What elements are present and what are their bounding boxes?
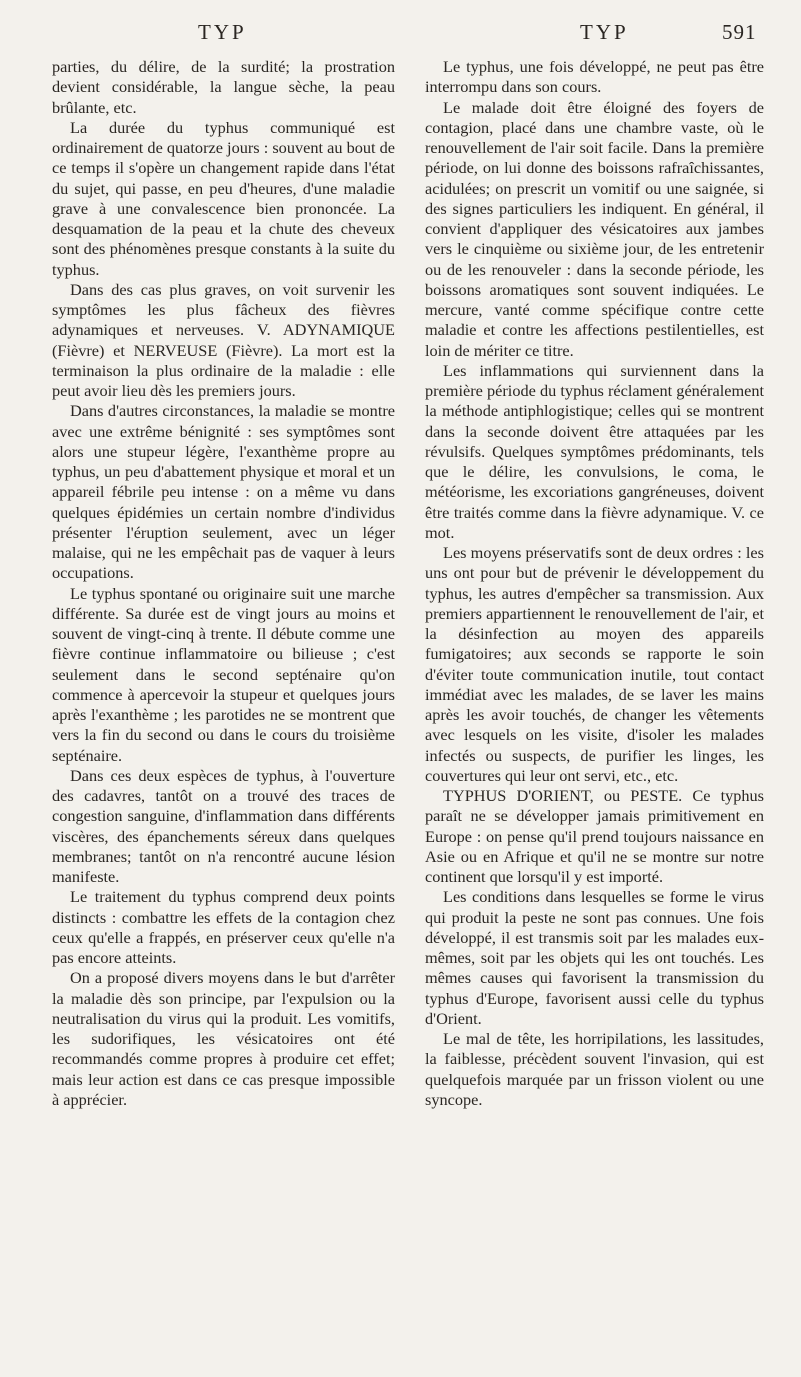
paragraph: Les moyens préservatifs sont de deux ordres : les uns ont pour but de prévenir le développement du typhus, les autres d'empêcher sa transmission. Aux premiers appartiennent le renouvellement de l'air, et la désinfection au moyen des appareils fumigatoires; aux seconds se rapporte le soin d'éviter toute communication inutile, tout contact immédiat avec les malades, de se laver les mains après les avoir touchés, de changer les vêtements avec lesquels on les visite, d'isoler les malades infectés ou suspects, de purifier les linges, les couvertures qui leur ont servi, etc., etc. xyxy=(425,543,764,785)
paragraph: La durée du typhus communiqué est ordinairement de quatorze jours : souvent au bout de ce temps il s'opère un changement rapide dans l'état du sujet, qui passe, en peu d'heures, d'une maladie grave à une convalescence bien prononcée. La desquamation de la peau et la chute des cheveux sont des phénomènes presque constants à la suite du typhus. xyxy=(52,117,395,279)
right-text-column xyxy=(425,57,764,1110)
paragraph: Les inflammations qui surviennent dans la première période du typhus réclament généralement la méthode antiphlogistique; celles qui se montrent dans la seconde doivent être attaquées par les révulsifs. Quelques symptômes prédominants, tels que le délire, les convulsions, le coma, le météorisme, les excoriations gangréneuses, doivent être traités comme dans la fièvre adynamique. V. ce mot. xyxy=(425,360,764,542)
header-right-title: TYP xyxy=(580,20,629,44)
paragraph: Les conditions dans lesquelles se forme le virus qui produit la peste ne sont pas connues. Une fois développé, il est transmis soit par les malades eux-mêmes, soit par les objets qui les ont touchés. Les mêmes causes qui favorisent la transmission du typhus d'Europe, favorisent aussi celle du typhus d'Orient. xyxy=(425,887,764,1028)
left-text-column xyxy=(52,57,395,1110)
paragraph: TYPHUS D'ORIENT, ou PESTE. Ce typhus paraît ne se développer jamais primitivement en Europe : on pense qu'il prend toujours naissance en Asie ou en Afrique et qu'il ne se montre sur notre continent que lorsqu'il y est importé. xyxy=(425,786,764,886)
paragraph: Le typhus, une fois développé, ne peut pas être interrompu dans son cours. xyxy=(425,57,764,97)
paragraph: Dans des cas plus graves, on voit survenir les symptômes les plus fâcheux des fièvres adynamiques et nerveuses. V. ADYNAMIQUE (Fièvre) et NERVEUSE (Fièvre). La mort est la terminaison la plus ordinaire de la maladie : elle peut avoir lieu dès les premiers jours. xyxy=(52,279,395,400)
paragraph: Le traitement du typhus comprend deux points distincts : combattre les effets de la contagion chez ceux qu'elle a frappés, en préserver ceux qu'elle n'a pas encore atteints. xyxy=(52,887,395,967)
paragraph: Dans ces deux espèces de typhus, à l'ouverture des cadavres, tantôt on a trouvé des traces de congestion sanguine, d'inflammation dans différents viscères, des épanchements séreux dans quelques membranes; tantôt on n'a rencontré aucune lésion manifeste. xyxy=(52,765,395,886)
paragraph: parties, du délire, de la surdité; la prostration devient considérable, la langue sèche, la peau brûlante, etc. xyxy=(52,57,395,117)
paragraph: Le malade doit être éloigné des foyers de contagion, placé dans une chambre vaste, où le renouvellement de l'air soit facile. Dans la première période, on lui donne des boissons rafraîchissantes, acidulées; on prescrit un vomitif ou une saignée, si des signes particuliers les indiquent. En général, il convient d'appliquer des vésicatoires aux jambes vers le cinquième ou sixième jour, de les entretenir ou de les renouveler : dans la seconde période, les boissons aromatiques sont souvent indiquées. Le mercure, vanté comme spécifique contre cette maladie et contre les affections pestilentielles, est loin de mériter ce titre. xyxy=(425,97,764,360)
paragraph: Le typhus spontané ou originaire suit une marche différente. Sa durée est de vingt jours au moins et souvent de vingt-cinq à trente. Il débute comme une fièvre continue inflammatoire ou bilieuse ; c'est seulement dans le second septénaire qu'on commence à apercevoir la stupeur et quelques jours après l'exanthème ; les parotides ne se montrent que vers la fin du second ou dans le cours du troisième septénaire. xyxy=(52,583,395,765)
running-header xyxy=(0,20,801,50)
page-number: 591 xyxy=(722,20,757,44)
paragraph: On a proposé divers moyens dans le but d'arrêter la maladie dès son principe, par l'expulsion ou la neutralisation du virus qui la produit. Les vomitifs, les sudorifiques, les vésicatoires ont été recommandés comme propres à produire cet effet; mais leur action est dans ce cas presque impossible à apprécier. xyxy=(52,968,395,1109)
paragraph: Le mal de tête, les horripilations, les lassitudes, la faiblesse, précèdent souvent l'invasion, qui est quelquefois marquée par un frisson violent ou une syncope. xyxy=(425,1029,764,1109)
header-left-title: TYP xyxy=(198,20,247,44)
paragraph: Dans d'autres circonstances, la maladie se montre avec une extrême bénignité : ses symptômes sont alors une stupeur légère, l'exanthème propre au typhus, un peu d'abattement physique et moral et un appareil fébrile peu intense : on a même vu dans quelques épidémies un certain nombre d'individus présenter l'éruption seulement, avec un léger malaise, qui ne les empêchait pas de vaquer à leurs occupations. xyxy=(52,401,395,583)
